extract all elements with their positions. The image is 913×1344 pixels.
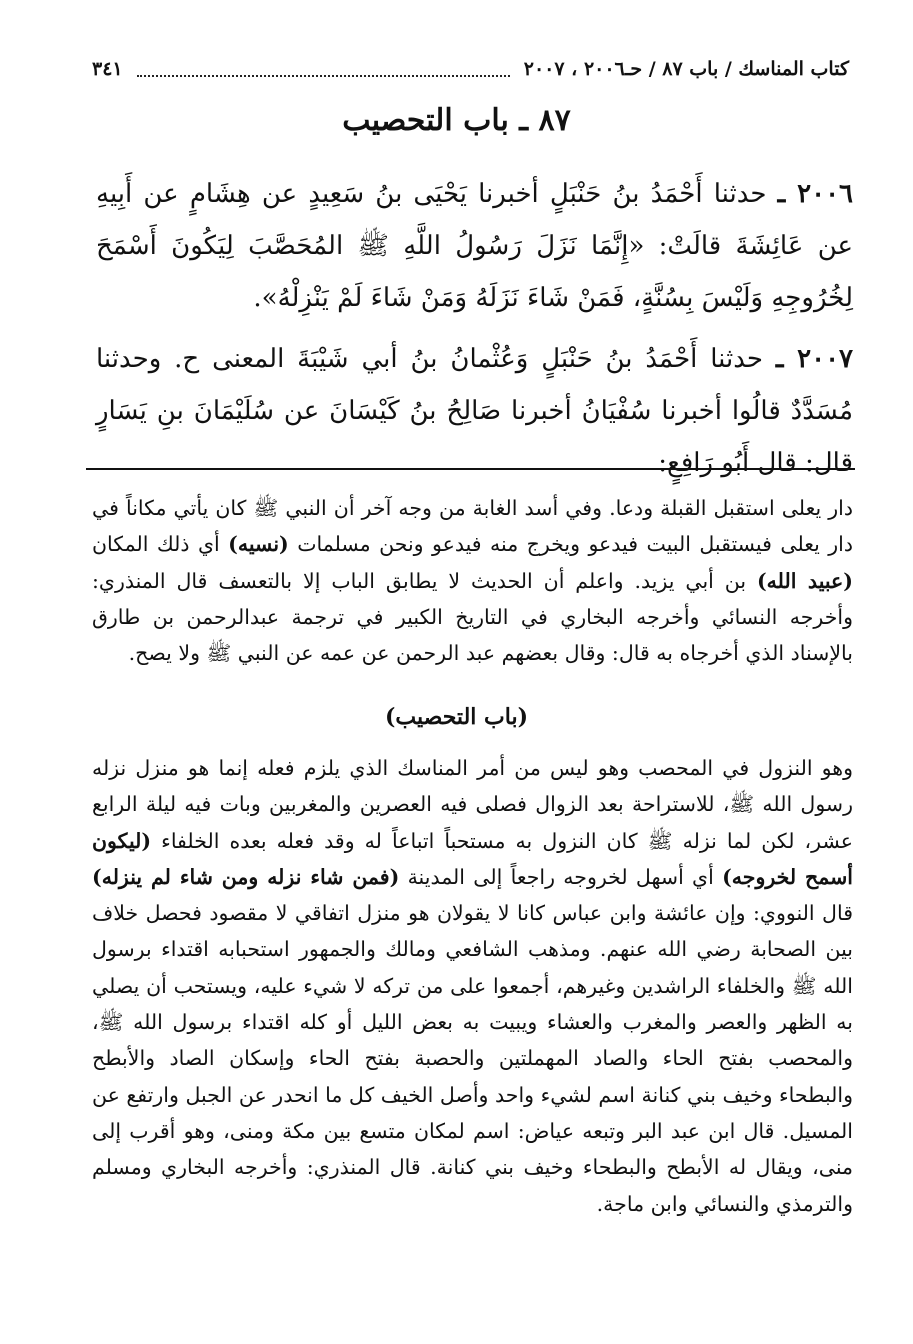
hadith-2007 [96,333,853,489]
commentary-keyword: (ليكون أسمح لخروجه) [92,828,853,889]
chapter-title: ٨٧ ـ باب التحصيب [342,103,571,138]
commentary-continued [92,490,853,671]
commentary-text: وهو النزول في المحصب وهو ليس من أمر المناسك الذي يلزم فعله إنما هو منزل نزله رسول الله ﷺ، للاستراحة بعد الزوال فصلى فيه العصرين والمغربين وبات فيه ليلة الرابع عشر، لكن لما نزله ﷺ كان النزول به مستحباً اتباعاً له وقد فعله بعده الخلفاء [92,756,853,853]
commentary-keyword: (عبيد الله) [756,568,853,593]
commentary-main [92,750,853,1222]
commentary-keyword: (نسيه) [228,532,289,557]
footnote-divider [86,468,855,470]
commentary-text: بن أبي يزيد. واعلم أن الحديث لا يطابق الباب إلا بالتعسف قال المنذري: وأخرجه النسائي وأخرجه البخاري في التاريخ الكبير في ترجمة عبدالرحمن بن طارق بالإسناد الذي أخرجاه به قال: وقال بعضهم عبد الرحمن عن عمه عن النبي ﷺ ولا يصح. [92,568,853,666]
commentary-keyword: (فمن شاء نزله ومن شاء لم ينزله) [92,864,400,889]
hadith-text: حدثنا أَحْمَدُ بنُ حَنْبَلٍ وَعُثْمانُ بنُ أبي شَيْبَةَ المعنى ح. وحدثنا مُسَدَّدٌ قالُوا أخبرنا سُفْيَانُ أخبرنا صَالِحُ بنُ كَيْسَانَ عن سُلَيْمَانَ بنِ يَسَارٍ قال: قال أَبُو رَافِعٍ: [96,344,853,478]
commentary-title: (باب التحصيب) [385,704,528,730]
hadith-number: ٢٠٠٧ ـ [775,344,853,374]
page-number: ٣٤١ [92,58,123,80]
running-header [92,52,849,86]
commentary-text: دار يعلى استقبل القبلة ودعا. وفي أسد الغابة من وجه آخر أن النبي ﷺ كان يأتي مكاناً في دار يعلى فيستقبل البيت فيدعو ويخرج منه فيدعو ونحن مسلمات [92,496,854,557]
commentary-text: أي أسهل لخروجه راجعاً إلى المدينة [399,864,723,889]
header-leader-dots [137,61,510,77]
hadith-number: ٢٠٠٦ ـ [777,179,854,209]
hadith-text: حدثنا أَحْمَدُ بنُ حَنْبَلٍ أخبرنا يَحْيَى بنُ سَعِيدٍ عن هِشَامٍ عن أَبِيهِ عن عَائِشَةَ قالَتْ: «إِنَّمَا نَزَلَ رَسُولُ اللَّهِ ﷺ المُحَصَّبَ لِيَكُونَ أَسْمَحَ لِخُرُوجِهِ وَلَيْسَ بِسُنَّةٍ، فَمَنْ شَاءَ نَزَلَهُ وَمَنْ شَاءَ لَمْ يَنْزِلْهُ». [96,179,853,313]
hadith-2006 [96,168,853,324]
running-title: كتاب المناسك / باب ٨٧ / حـ٢٠٠٦ ، ٢٠٠٧ [523,58,849,80]
commentary-text: أي ذلك المكان [92,532,229,557]
commentary-text: قال النووي: وإن عائشة وابن عباس كانا لا يقولان هو منزل اتفاقي لا مقصود فحصل خلاف بين الصحابة رضي الله عنهم. ومذهب الشافعي ومالك والجمهور استحبابه اقتداء برسول الله ﷺ والخلفاء الراشدين وغيرهم، أجمعوا على من تركه لا شيء عليه، ويستحب أن يصلي به الظهر والعصر والمغرب والعشاء ويبيت به بعض الليل أو كله اقتداء برسول الله ﷺ، والمحصب بفتح الحاء والصاد المهملتين والحصبة بفتح الحاء وإسكان الصاد والأبطح والبطحاء وخيف بني كنانة اسم لشيء واحد وأصل الخيف كل ما انحدر عن الجبل وارتفع عن المسيل. قال ابن عبد البر وتبعه عياض: اسم لمكان متسع بين مكة ومنى، وهو أقرب إلى منى، ويقال له الأبطح والبطحاء وخيف بني كنانة. قال المنذري: وأخرجه البخاري ومسلم والترمذي والنسائي وابن ماجة. [92,901,853,1216]
